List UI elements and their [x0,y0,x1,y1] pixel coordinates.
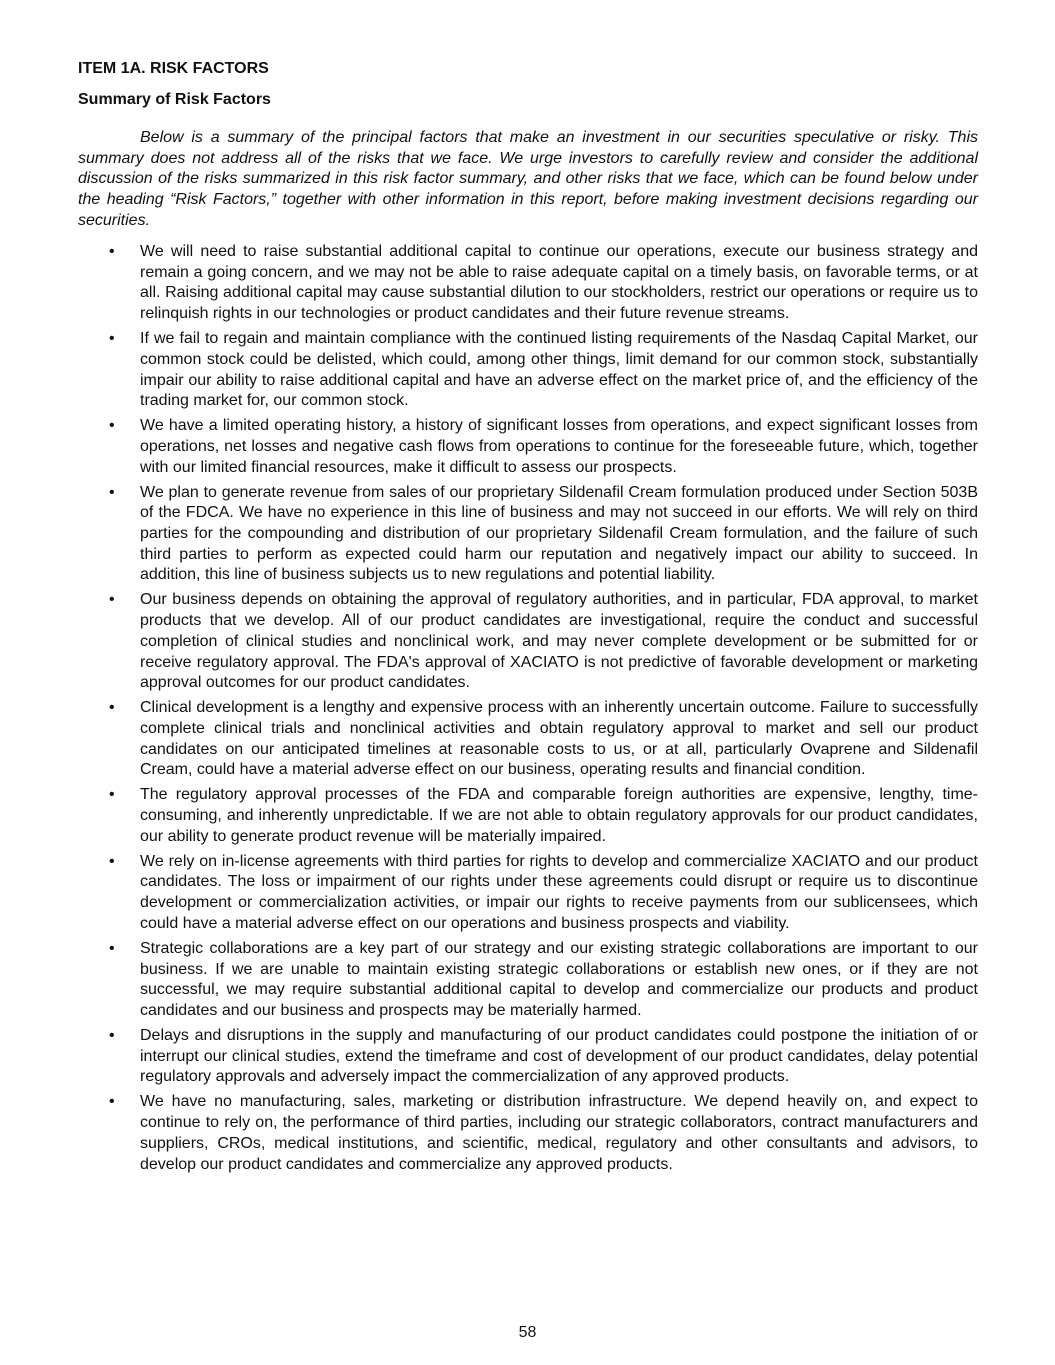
risk-factor-text: The regulatory approval processes of the FDA and comparable foreign authorities are expensive, lengthy, time-consuming, and inherently unpredictable. If we are not able to obtain regulatory approvals for our product candidates, our ability to generate product revenue will be materially impaired. [140,786,978,845]
risk-factor-text: If we fail to regain and maintain compliance with the continued listing requirements of the Nasdaq Capital Market, our common stock could be delisted, which could, among other things, limit demand for our common stock, substantially impair our ability to raise additional capital and have an adverse effect on the market price of, and the efficiency of the trading market for, our common stock. [140,330,978,410]
risk-factor-text: We will need to raise substantial additional capital to continue our operations, execute our business strategy and remain a going concern, and we may not be able to raise adequate capital on a timely basis, on favorable terms, or at all. Raising additional capital may cause substantial dilution to our stockholders, restrict our operations or require us to relinquish rights in our technologies or product candidates and their future revenue streams. [140,243,978,323]
risk-factor-text: Strategic collaborations are a key part of our strategy and our existing strategic collaborations are important to our business. If we are unable to maintain existing strategic collaborations or establish new ones, or if they are not successful, we may require substantial additional capital to develop and commercialize our products and product candidates and our business and prospects may be materially harmed. [140,939,978,1019]
bullet-icon: • [109,786,115,804]
risk-factor-item [78,416,978,478]
section-heading: ITEM 1A. RISK FACTORS [78,60,269,77]
intro-paragraph: Below is a summary of the principal factors that make an investment in our securities speculative or risky. This summary does not address all of the risks that we face. We urge investors to carefully review and consider the additional discussion of the risks summarized in this risk factor summary, and other risks that we face, which can be found below under the heading “Risk Factors,” together with other information in this report, before making investment decisions regarding our securities. [78,129,978,229]
subsection-heading: Summary of Risk Factors [78,91,271,108]
risk-factor-list [78,242,978,1180]
risk-factor-text: Clinical development is a lengthy and expensive process with an inherently uncertain outcome. Failure to successfully complete clinical trials and nonclinical activities and obtain regulatory approval to market and sell our product candidates on our anticipated timelines at reasonable costs to us, or at all, particularly Ovaprene and Sildenafil Cream, could have a material adverse effect on our business, operating results and financial condition. [140,699,978,779]
risk-factor-item [78,483,978,587]
risk-factor-text: Our business depends on obtaining the approval of regulatory authorities, and in particular, FDA approval, to market products that we develop. All of our product candidates are investigational, require the conduct and successful completion of clinical studies and nonclinical work, and may never complete development or be submitted for or receive regulatory approval. The FDA's approval of XACIATO is not predictive of favorable development or marketing approval outcomes for our product candidates. [140,591,978,692]
risk-factor-text: We rely on in-license agreements with third parties for rights to develop and commercialize XACIATO and our product candidates. The loss or impairment of our rights under these agreements could disrupt or require us to discontinue development or commercialization activities, or impair our rights to receive payments from our sublicensees, which could have a material adverse effect on our operations and business prospects and viability. [140,852,978,932]
bullet-icon: • [109,939,115,957]
risk-factor-item [78,852,978,935]
bullet-icon: • [109,699,115,717]
risk-factor-text: Delays and disruptions in the supply and manufacturing of our product candidates could postpone the initiation of or interrupt our clinical studies, extend the timeframe and cost of development of our product candidates, delay potential regulatory approvals and adversely impact the commercialization of any approved products. [140,1026,978,1086]
risk-factor-item [78,590,978,694]
risk-factor-item [78,939,978,1022]
bullet-icon: • [109,1093,115,1111]
risk-factor-text: We have a limited operating history, a history of significant losses from operations, and expect significant losses from operations, net losses and negative cash flows from operations to continue for the foreseeable future, which, together with our limited financial resources, make it difficult to assess our prospects. [140,417,978,476]
risk-factor-item [78,785,978,847]
bullet-icon: • [109,417,115,435]
risk-factor-item [78,1026,978,1088]
risk-factor-item [78,1092,978,1175]
risk-factor-item [78,242,978,325]
bullet-icon: • [109,330,115,348]
risk-factor-text: We plan to generate revenue from sales of our proprietary Sildenafil Cream formulation produced under Section 503B of the FDCA. We have no experience in this line of business and may not succeed in our efforts. We will rely on third parties for the compounding and distribution of our proprietary Sildenafil Cream formulation, and the failure of such third parties to perform as expected could harm our reputation and negatively impact our ability to succeed. In addition, this line of business subjects us to new regulations and potential liability. [140,483,978,584]
bullet-icon: • [109,483,115,501]
bullet-icon: • [109,243,115,260]
risk-factor-text: We have no manufacturing, sales, marketing or distribution infrastructure. We depend heavily on, and expect to continue to rely on, the performance of third parties, including our strategic collaborators, contract manufacturers and suppliers, CROs, medical institutions, and scientific, medical, regulatory and other consultants and advisors, to develop our product candidates and commercialize any approved products. [140,1093,978,1173]
risk-factor-item [78,329,978,412]
bullet-icon: • [109,852,115,870]
bullet-icon: • [109,591,115,609]
page-number: 58 [518,1324,537,1341]
risk-factor-item [78,698,978,781]
bullet-icon: • [109,1026,115,1044]
